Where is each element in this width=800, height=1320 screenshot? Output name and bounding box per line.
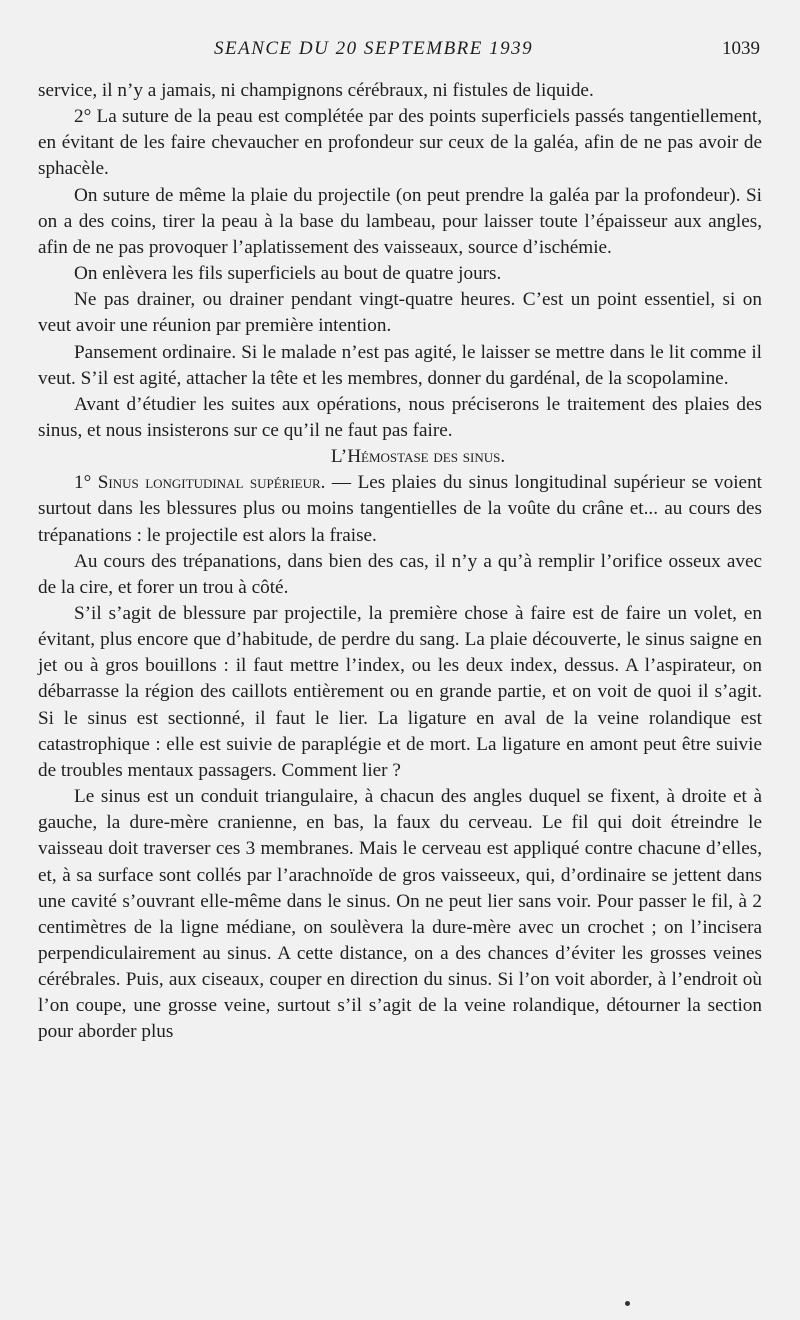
paragraph-continued: service, il n’y a jamais, ni champignons cérébraux, ni fistules de liquide. <box>38 80 594 101</box>
paragraph: 2° La suture de la peau est complétée par des points superficiels passés tangentiellement, en évitant de les faire chevaucher en profondeur sur ceux de la galéa, afin de ne pas avoir de sphacèle. <box>38 106 762 180</box>
paragraph: S’il s’agit de blessure par projectile, la première chose à faire est de faire un volet, en évitant, plus encore que d’habitude, de perdre du sang. La plaie découverte, le sinus saigne en jet ou à gros bouillons : il faut mettre l’index, ou les deux index, dessus. A l’aspirateur, on débarrasse la région des caillots entièrement ou en grande partie, et on voit de quoi il s’agit. Si le sinus est sectionné, il faut le lier. La ligature en aval de la veine rolandique est catastrophique : elle est suivie de paraplégie et de mort. La ligature en amont peut être suivie de troubles mentaux passagers. Comment lier ? <box>38 602 762 781</box>
paragraph: Le sinus est un conduit triangulaire, à chacun des angles duquel se fixent, à droite et à gauche, la dure-mère cranienne, en bas, la faux du cerveau. Le fil qui doit étreindre le vaisseau doit traverser ces 3 membranes. Mais le cerveau est appliqué contre chacune d’elles, et, à sa surface sont collés par l’arachnoïde de gros vaisseeux, qui, d’ordinaire se jettent dans une cavité s’ouvrant elle-même dans le sinus. On ne peut lier sans voir. Pour passer le fil, à 2 centimètres de la ligne médiane, on soulèvera la dure-mère avec un crochet ; on l’incisera perpendiculairement au sinus. A cette distance, on a des chances d’éviter les grosses veines cérébrales. Puis, aux ciseaux, couper en direction du sinus. Si l’on voit aborder, à l’endroit où l’on coupe, une grosse veine, surtout s’il s’agit de la veine rolandique, détourner la section pour aborder plus <box>38 786 762 1043</box>
subsection-text: — Les plaies du sinus longitudinal supérieur se voient surtout dans les blessures plus ou moins tangentielles de la voûte du crâne et... au cours des trépanations : le projectile est alors la fraise. <box>38 472 762 546</box>
paragraph: Avant d’étudier les suites aux opérations, nous préciserons le traitement des plaies des sinus, et nous insisterons sur ce qu’il ne faut pas faire. <box>38 393 762 442</box>
body-text <box>38 78 762 1046</box>
paragraph: Ne pas drainer, ou drainer pendant vingt-quatre heures. C’est un point essentiel, si on veut avoir une réunion par première intention. <box>38 289 762 337</box>
print-speck <box>625 1301 630 1306</box>
running-header <box>0 38 800 68</box>
paragraph: On suture de même la plaie du projectile (on peut prendre la galéa par la profondeur). Si on a des coins, tirer la peau à la base du lambeau, pour laisser toute l’épaisseur aux angles, afin de ne pas provoquer l’aplatissement des vaisseaux, source d’ischémie. <box>38 184 762 258</box>
page-number: 1039 <box>722 38 760 59</box>
running-header-title: SEANCE DU 20 SEPTEMBRE 1939 <box>214 38 534 59</box>
paragraph: Pansement ordinaire. Si le malade n’est pas agité, le laisser se mettre dans le lit comme il veut. S’il est agité, attacher la tête et les membres, donner du gardénal, de la scopolamine. <box>38 341 762 389</box>
subsection-paragraph <box>38 470 762 548</box>
paragraph: On enlèvera les fils superficiels au bout de quatre jours. <box>74 263 502 285</box>
section-heading: L’Hémostase des sinus. <box>330 446 506 468</box>
paragraph: Au cours des trépanations, dans bien des cas, il n’y a qu’à remplir l’orifice osseux avec de la cire, et forer un trou à côté. <box>38 550 762 598</box>
subsection-label: 1° Sinus longitudinal supérieur. <box>74 472 326 494</box>
